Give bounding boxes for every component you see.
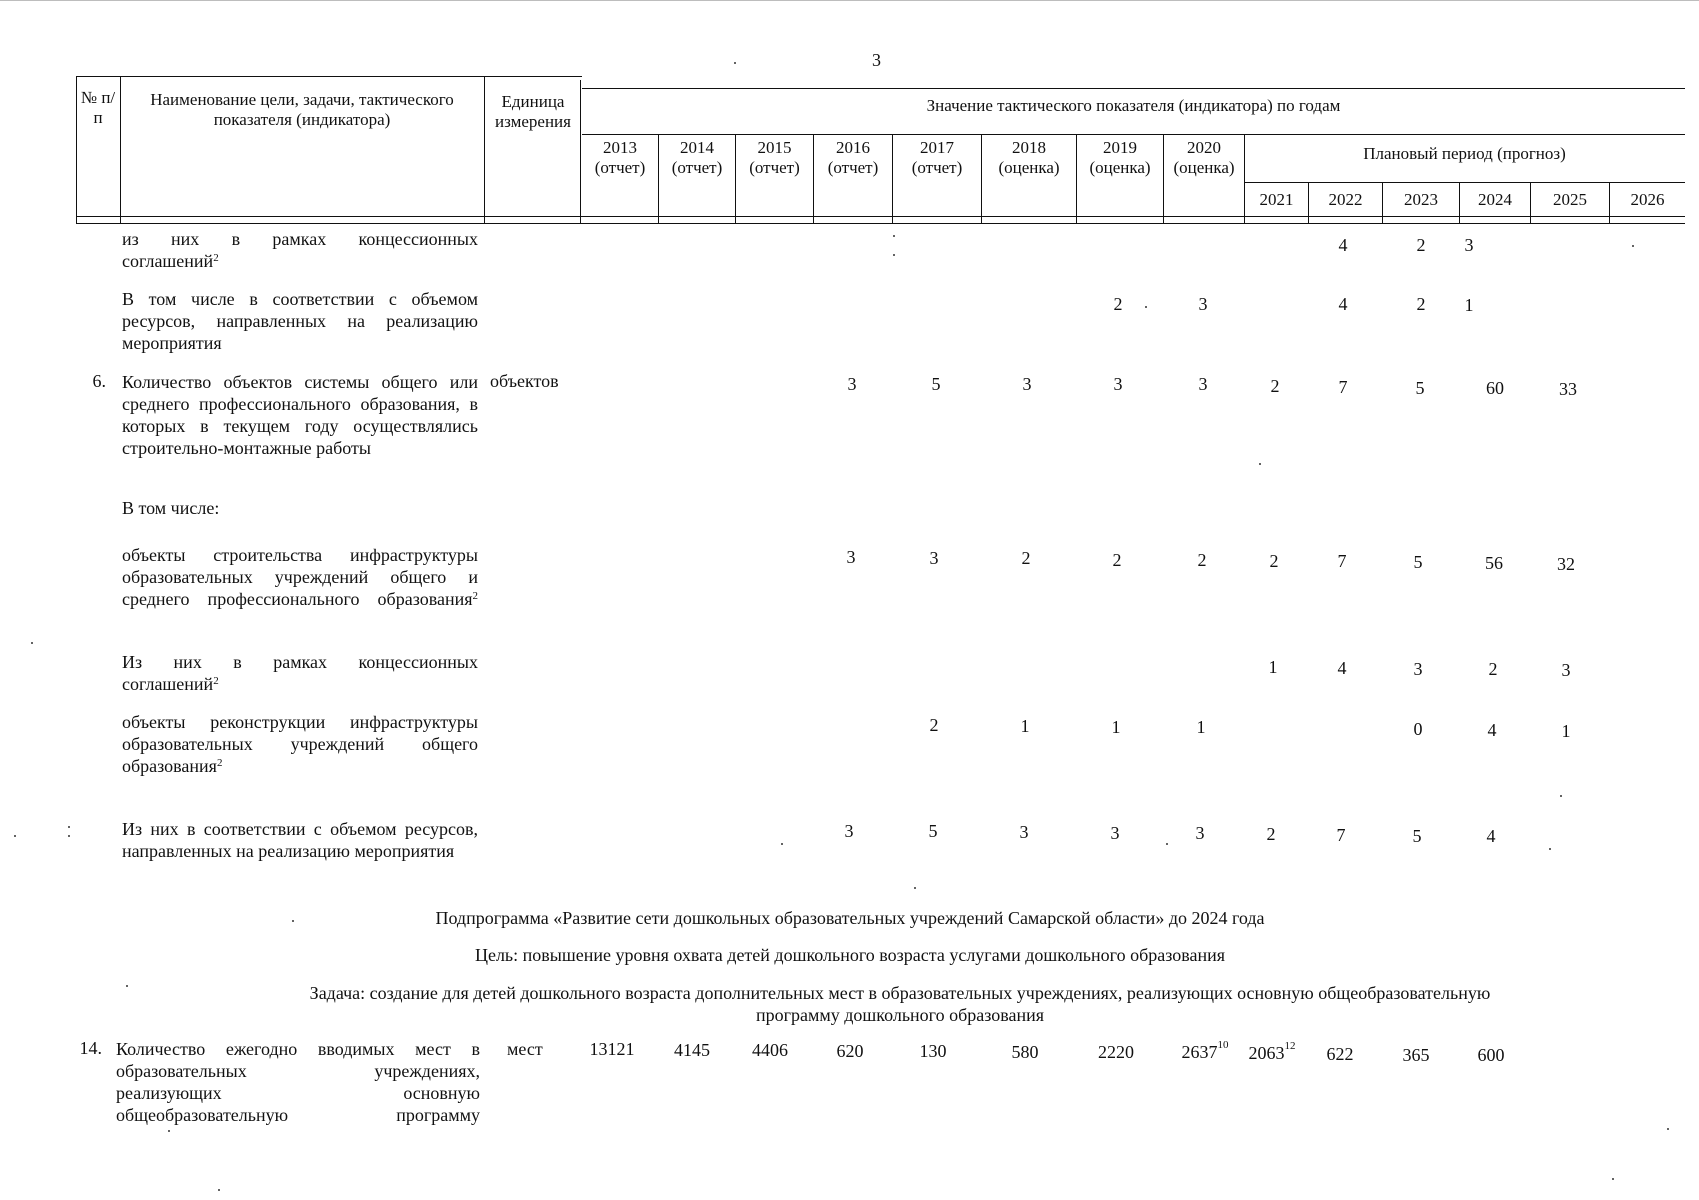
header-values: Значение тактического показателя (индикатора) по годам xyxy=(926,96,1341,115)
cell-2020: 1 xyxy=(1196,717,1206,737)
cell-2022: 4 xyxy=(1337,658,1347,678)
cell-2023: 5 xyxy=(1412,826,1422,846)
page-number: 3 xyxy=(872,50,881,70)
cell-2016: 3 xyxy=(847,374,857,394)
row-name: Количество объектов системы общего или среднего профессионального образования, в которых в текущем году осуществлялись строительно-монтажные работы xyxy=(122,372,478,458)
cell-2018: 3 xyxy=(1019,822,1029,842)
cell-2024: 4 xyxy=(1486,826,1496,846)
cell-2022: 7 xyxy=(1336,825,1346,845)
header-year-2017: 2017 (отчет) xyxy=(911,138,963,177)
cell-2018: 2 xyxy=(1021,548,1031,568)
cell-2018: 580 xyxy=(1011,1042,1039,1062)
cell-2019: 2220 xyxy=(1098,1042,1134,1062)
cell-2015: 4406 xyxy=(752,1040,788,1060)
cell-2017: 5 xyxy=(931,374,941,394)
cell-2022: 622 xyxy=(1326,1044,1354,1064)
header-plan-2026: 2026 xyxy=(1630,190,1665,209)
cell-2023: 2 xyxy=(1416,235,1426,255)
row-name-cont: соглашений$^2$ xyxy=(122,251,219,271)
row-name: Из них в рамках концессионных xyxy=(122,652,478,672)
header-year-2016: 2016 (отчет) xyxy=(827,138,879,177)
header-year-2020: 2020 (оценка) xyxy=(1173,138,1235,177)
cell-2020: 3 xyxy=(1198,374,1208,394)
row-name: Количество ежегодно вводимых мест в образовательных учреждениях, реализующих основную общеобразовательную программу xyxy=(116,1039,480,1125)
cell-2016: 3 xyxy=(846,547,856,567)
cell-2020: 2 xyxy=(1197,550,1207,570)
header-year-2019: 2019 (оценка) xyxy=(1089,138,1151,177)
header-name: Наименование цели, задачи, тактического показателя (индикатора) xyxy=(150,90,454,129)
cell-2017: 2 xyxy=(929,715,939,735)
cell-2021: 2063$^{12}$ xyxy=(1248,1040,1296,1063)
header-year-2013: 2013 (отчет) xyxy=(594,138,646,177)
header-plan-2025: 2025 xyxy=(1553,190,1587,209)
cell-2016: 3 xyxy=(844,821,854,841)
header-plan: Плановый период (прогноз) xyxy=(1363,144,1566,163)
cell-2019: 3 xyxy=(1113,374,1123,394)
cell-2025: 32 xyxy=(1557,554,1575,574)
header-plan-2023: 2023 xyxy=(1404,190,1438,209)
cell-2019: 1 xyxy=(1111,717,1121,737)
cell-2022: 7 xyxy=(1338,377,1348,397)
row-name-cont: соглашений$^2$ xyxy=(122,674,219,694)
cell-2019: 3 xyxy=(1110,823,1120,843)
subprogram-task: Задача: создание для детей дошкольного возраста дополнительных мест в образовательных учреждениях, реализующих основную общеобразовательную программу дошкольного образования xyxy=(309,983,1491,1025)
cell-2025: 3 xyxy=(1561,660,1571,680)
row-unit: объектов xyxy=(490,371,559,391)
cell-2023: 5 xyxy=(1415,378,1425,398)
cell-2019: 2 xyxy=(1113,294,1123,314)
cell-2017: 130 xyxy=(919,1041,947,1061)
cell-2022: 7 xyxy=(1337,551,1347,571)
header-year-2015: 2015 (отчет) xyxy=(749,138,800,177)
row-number: 14. xyxy=(79,1038,102,1058)
cell-2020: 3 xyxy=(1195,823,1205,843)
cell-2024: 3 xyxy=(1464,235,1474,255)
row-unit: мест xyxy=(507,1039,543,1059)
cell-2013: 13121 xyxy=(589,1039,635,1059)
row-name: В том числе: xyxy=(122,498,220,518)
header-unit: Единица измерения xyxy=(495,92,571,131)
cell-2022: 4 xyxy=(1338,235,1348,255)
cell-2016: 620 xyxy=(836,1041,864,1061)
cell-2019: 2 xyxy=(1112,550,1122,570)
cell-2025: 1 xyxy=(1561,721,1571,741)
header-plan-2022: 2022 xyxy=(1328,190,1363,209)
cell-2023: 3 xyxy=(1413,659,1423,679)
cell-2025: 33 xyxy=(1559,379,1577,399)
cell-2024: 60 xyxy=(1486,378,1504,398)
cell-2023: 5 xyxy=(1413,552,1423,572)
cell-2022: 4 xyxy=(1338,294,1348,314)
header-year-2014: 2014 (отчет) xyxy=(671,138,723,177)
subprogram-title: Подпрограмма «Развитие сети дошкольных образовательных учреждений Самарской области» до 2024 года xyxy=(435,908,1265,928)
cell-2021: 1 xyxy=(1268,657,1278,677)
header-plan-2024: 2024 xyxy=(1478,190,1512,209)
cell-2017: 5 xyxy=(928,821,938,841)
row-name: В том числе в соответствии с объемом ресурсов, направленных на реализацию мероприятия xyxy=(122,289,478,353)
cell-2018: 1 xyxy=(1020,716,1030,736)
header-plan-2021: 2021 xyxy=(1259,190,1294,209)
row-name: Из них в соответствии с объемом ресурсов, направленных на реализацию мероприятия xyxy=(122,819,478,861)
header-year-2018: 2018 (оценка) xyxy=(998,138,1060,177)
cell-2024: 4 xyxy=(1487,720,1497,740)
cell-2023: 0 xyxy=(1413,719,1423,739)
cell-2021: 2 xyxy=(1269,551,1279,571)
cell-2024: 56 xyxy=(1485,553,1503,573)
cell-2024: 2 xyxy=(1488,659,1498,679)
cell-2021: 2 xyxy=(1270,376,1280,396)
cell-2023: 2 xyxy=(1416,294,1426,314)
cell-2020: 2637$^{10}$ xyxy=(1181,1039,1229,1062)
page-top-border xyxy=(0,0,1699,1)
cell-2021: 2 xyxy=(1266,824,1276,844)
row-name: объекты реконструкции инфраструктуры образовательных учреждений общего образования$^2$ xyxy=(122,712,478,776)
cell-2014: 4145 xyxy=(674,1040,710,1060)
row-name: из них в рамках концессионных xyxy=(122,229,478,249)
row-number: 6. xyxy=(92,371,106,391)
subprogram-goal: Цель: повышение уровня охвата детей дошкольного возраста услугами дошкольного образования xyxy=(474,945,1226,965)
row-name: объекты строительства инфраструктуры образовательных учреждений общего и среднего профессионального образования$^2$ xyxy=(122,545,478,609)
cell-2024: 1 xyxy=(1464,295,1474,315)
cell-2020: 3 xyxy=(1198,294,1208,314)
cell-2023: 365 xyxy=(1402,1045,1430,1065)
header-num: № п/п xyxy=(80,88,116,127)
cell-2018: 3 xyxy=(1022,374,1032,394)
cell-2024: 600 xyxy=(1477,1045,1505,1065)
cell-2017: 3 xyxy=(929,548,939,568)
